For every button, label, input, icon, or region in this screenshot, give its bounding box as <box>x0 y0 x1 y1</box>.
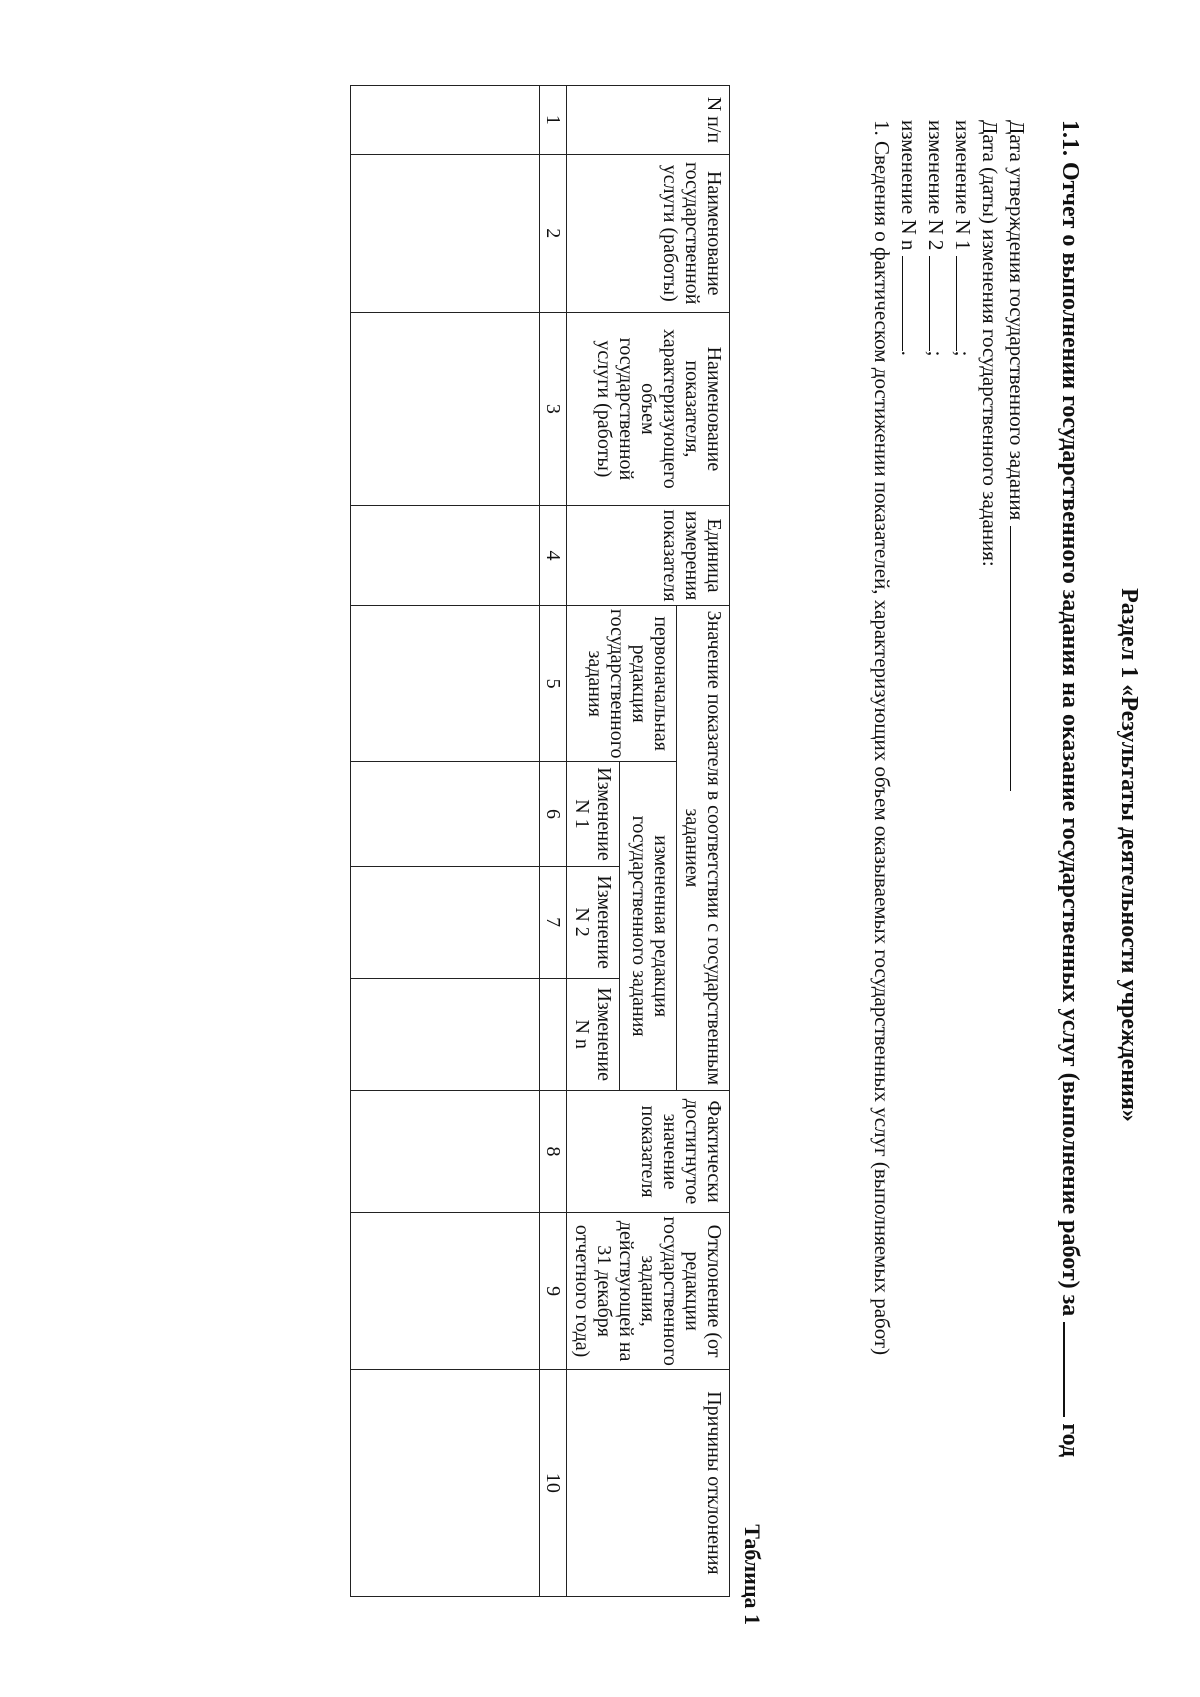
table-row <box>351 86 540 1597</box>
col-deviation-header: Отклонение (от редакции государственного задания, действующей на 31 декабря отчетного года) <box>567 1213 730 1370</box>
col-actual-header: Фактически достигнутое значение показателя <box>567 1090 730 1213</box>
column-number: 7 <box>540 866 567 978</box>
table-cell[interactable] <box>351 86 540 155</box>
document-page <box>160 85 1160 1625</box>
report-title-suffix: год <box>1057 1423 1083 1458</box>
indicators-table <box>350 85 730 1597</box>
col-change2-header: Изменение N 2 <box>567 866 620 978</box>
column-number: 10 <box>540 1369 567 1596</box>
year-blank <box>1063 1322 1085 1417</box>
change-dates-row <box>976 120 1003 1355</box>
change-blank <box>902 256 921 351</box>
table-cell[interactable] <box>351 1090 540 1213</box>
column-number: 9 <box>540 1213 567 1370</box>
report-title-text: 1.1. Отчет о выполнении государственного задания на оказание государственных услуг (выполнение работ) за <box>1057 120 1083 1317</box>
change-end: . <box>897 350 921 356</box>
table-cell[interactable] <box>351 312 540 505</box>
col-changen-header: Изменение N n <box>567 978 620 1090</box>
table-cell[interactable] <box>351 506 540 606</box>
col-change1-header: Изменение N 1 <box>567 762 620 866</box>
column-number: 4 <box>540 506 567 606</box>
table-cell[interactable] <box>351 605 540 762</box>
col-unit-header: Единица измерения показателя <box>567 506 730 606</box>
col-indicator-name-header: Наименование показателя, характеризующего объем государственной услуги (работы) <box>567 312 730 505</box>
change-label: изменение N 1 <box>951 120 975 251</box>
change-row <box>922 120 949 1355</box>
section-title: Раздел 1 «Результаты деятельности учреждения» <box>1116 588 1142 1122</box>
col-initial-header: первоначальная редакция государственного задания <box>567 605 677 762</box>
approval-date-blank <box>1010 526 1029 791</box>
column-number: 2 <box>540 154 567 312</box>
column-numbers-row <box>540 86 567 1597</box>
change-end: ; <box>951 350 975 357</box>
approval-date-label: Дата утверждения государственного задания <box>1005 120 1029 521</box>
col-number-header: N п/п <box>567 86 730 155</box>
change-row <box>895 120 922 1355</box>
group-header: Значение показателя в соответствии с государственным заданием <box>677 605 730 1090</box>
change-end: ; <box>924 350 948 357</box>
change-blank <box>956 256 975 351</box>
table-caption: Таблица 1 <box>740 1524 765 1625</box>
table-cell[interactable] <box>351 1369 540 1596</box>
table-cell[interactable] <box>351 866 540 978</box>
column-number: 3 <box>540 312 567 505</box>
change-blank <box>929 256 948 351</box>
table-cell[interactable] <box>351 762 540 866</box>
col-reasons-header: Причины отклонения <box>567 1369 730 1596</box>
column-number <box>540 978 567 1090</box>
table-cell[interactable] <box>351 978 540 1090</box>
report-title <box>1056 120 1085 1457</box>
table-cell[interactable] <box>351 1213 540 1370</box>
change-label: изменение N n <box>897 120 921 251</box>
column-number: 5 <box>540 605 567 762</box>
approval-date-row <box>1003 120 1030 1355</box>
column-number: 6 <box>540 762 567 866</box>
subsection-title: 1. Сведения о фактическом достижении показателей, характеризующих объем оказываемых государственных услуг (выполняемых работ) <box>870 120 894 1356</box>
table-cell[interactable] <box>351 154 540 312</box>
change-row <box>949 120 976 1355</box>
dates-block <box>868 120 1030 1355</box>
subgroup-header: измененная редакция государственного задания <box>620 762 677 1090</box>
header-row <box>677 86 730 1597</box>
col-service-name-header: Наименование государственной услуги (работы) <box>567 154 730 312</box>
change-label: изменение N 2 <box>924 120 948 251</box>
change-dates-label: Дата (даты) изменения государственного задания: <box>978 120 1002 567</box>
column-number: 8 <box>540 1090 567 1213</box>
column-number: 1 <box>540 86 567 155</box>
